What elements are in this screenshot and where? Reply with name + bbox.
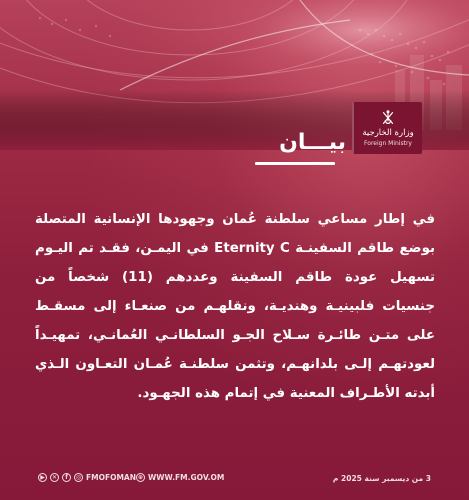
facebook-icon[interactable]: f: [62, 473, 71, 482]
oman-emblem-icon: [379, 109, 397, 127]
globe-icon: ⊕: [137, 473, 144, 481]
ministry-logo: [352, 102, 422, 154]
social-links: [38, 473, 136, 482]
footer: [0, 448, 469, 500]
page-title: بيـــان: [279, 130, 346, 155]
social-handle[interactable]: FMOFOMAN: [86, 473, 137, 482]
youtube-icon[interactable]: ▶: [38, 473, 47, 482]
instagram-icon[interactable]: ◎: [75, 473, 82, 481]
title-underline: [255, 162, 335, 165]
ministry-name-ar: وزارة الخارجية: [362, 128, 414, 138]
ministry-name-en: Foreign Ministry: [364, 140, 412, 147]
statement-text: في إطار مساعي سلطنة عُمان وجهودها الإنسانية المتصلة بوضع طاقم السفينـة Eternity C في اليمـن، فقـد تم اليـوم تسهيل عودة طاقم السفينة وعددهم (11) شخصاً من جنسيات فلبينيـة وهنديـة، ونقلهـم من صنعـاء إلى مسقـط على متـن طائـرة سـلاح الجـو السلطانـي العُمانـي، تمهيـداً لعودتهـم إلـى بلدانهـم، وتثمن سلطنـة عُمـان التعـاون الـذي أبدته الأطـراف المعنية في إتمام هذه الجهـود.: [35, 212, 436, 401]
x-icon[interactable]: ✕: [51, 473, 58, 481]
website-url[interactable]: WWW.FM.GOV.OM: [148, 473, 225, 482]
statement-date: 3 من ديسمبر سنة 2025 م: [332, 474, 431, 483]
website-link[interactable]: [136, 473, 224, 482]
